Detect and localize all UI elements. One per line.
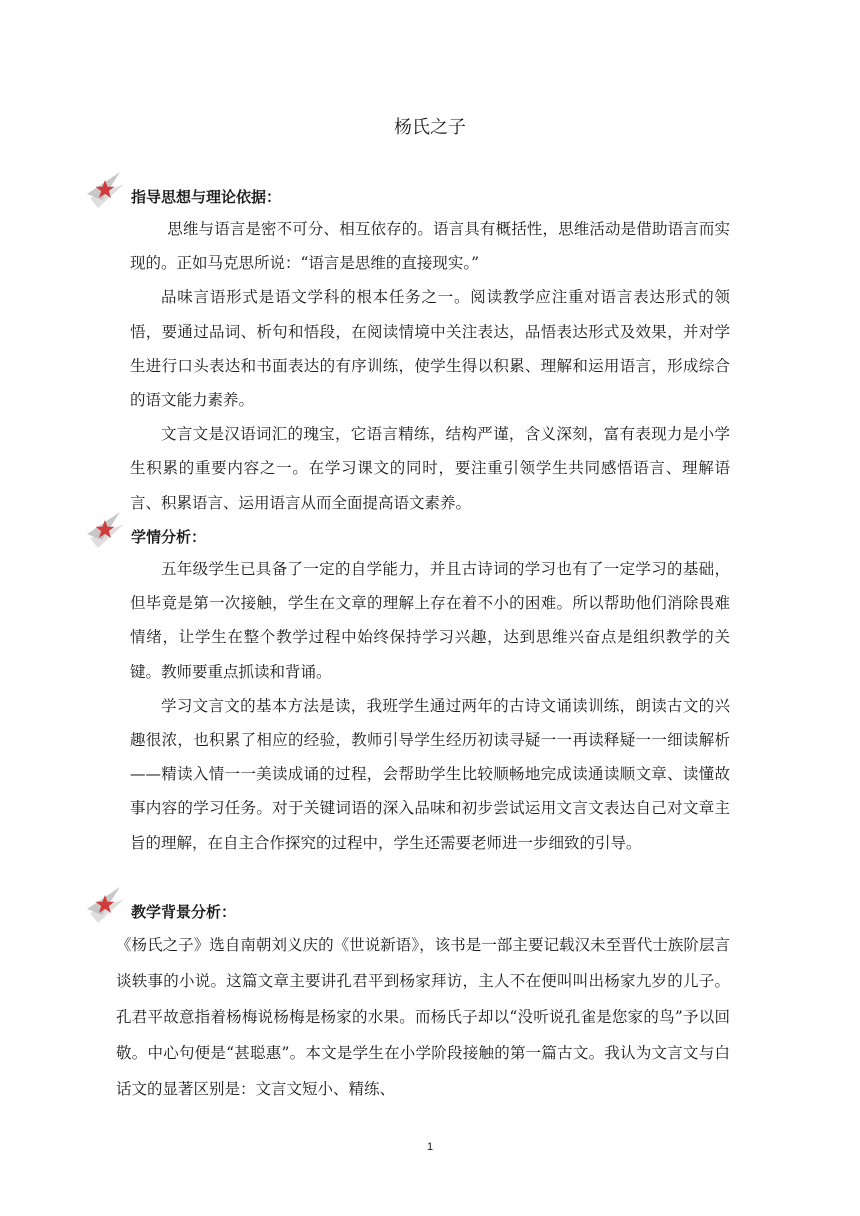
section-heading xyxy=(130,182,730,212)
red-star-icon xyxy=(84,885,130,927)
page-number: 1 xyxy=(426,1141,434,1153)
paragraph: 《杨氏之子》选自南朝刘义庆的《世说新语》，该书是一部主要记载汉未至晋代士族阶层言谈轶事的小说。这篇文章主要讲孔君平到杨家拜访，主人不在便叫叫出杨家九岁的儿子。孔君平故意指着杨梅说杨梅是杨家的水果。而杨氏子却以“没听说孔雀是您家的鸟”予以回敬。中心句便是“甚聪惠”。本文是学生在小学阶段接触的第一篇古文。我认为文言文与白话文的显著区别是：文言文短小、精练、 xyxy=(116,936,730,1098)
paragraph: 思维与语言是密不可分、相互依存的。语言具有概括性，思维活动是借助语言而实现的。正如马克思所说：“语言是思维的直接现实。” xyxy=(130,220,730,273)
page-title: 杨氏之子 xyxy=(394,117,466,138)
paragraph: 文言文是汉语词汇的瑰宝，它语言精练，结构严谨，含义深刻，富有表现力是小学生积累的重要内容之一。在学习课文的同时，要注重引领学生共同感悟语言、理解语言、积累语言、运用语言从而全面提高语文素养。 xyxy=(130,425,730,512)
section-guiding-ideology xyxy=(130,182,730,520)
paragraph: 学习文言文的基本方法是读，我班学生通过两年的古诗文诵读训练，朗读古文的兴趣很浓，也积累了相应的经验，教师引导学生经历初读寻疑一一再读释疑一一细读解析——精读入情一一美读成诵的过程，会帮助学生比较顺畅地完成读通读顺文章、读懂故事内容的学习任务。对于关键词语的深入品味和初步尝试运用文言文表达自己对文章主旨的理解，在自主合作探究的过程中，学生还需要老师进一步细致的引导。 xyxy=(130,696,730,852)
section-learner-analysis xyxy=(130,522,730,860)
paragraph: 品味言语形式是语文学科的根本任务之一。阅读教学应注重对语言表达形式的领悟，要通过品词、析句和悟段，在阅读情境中关注表达，品悟表达形式及效果，并对学生进行口头表达和书面表达的有序训练，使学生得以积累、理解和运用语言，形成综合的语文能力素养。 xyxy=(130,288,730,410)
red-star-icon xyxy=(84,170,130,212)
section-heading xyxy=(130,897,730,927)
section-heading-text: 学情分析： xyxy=(131,528,207,546)
section-heading-text: 指导思想与理论依据： xyxy=(131,188,282,206)
red-star-icon xyxy=(84,510,130,552)
paragraph: 五年级学生已具备了一定的自学能力，并且古诗词的学习也有了一定学习的基础，但毕竟是第一次接触，学生在文章的理解上存在着不小的困难。所以帮助他们消除畏难情绪，让学生在整个教学过程中始终保持学习兴趣，达到思维兴奋点是组织教学的关键。教师要重点抓读和背诵。 xyxy=(130,560,730,681)
section-heading xyxy=(130,522,730,552)
section-heading-text: 教学背景分析： xyxy=(131,903,237,921)
section-teaching-background xyxy=(116,897,730,1107)
